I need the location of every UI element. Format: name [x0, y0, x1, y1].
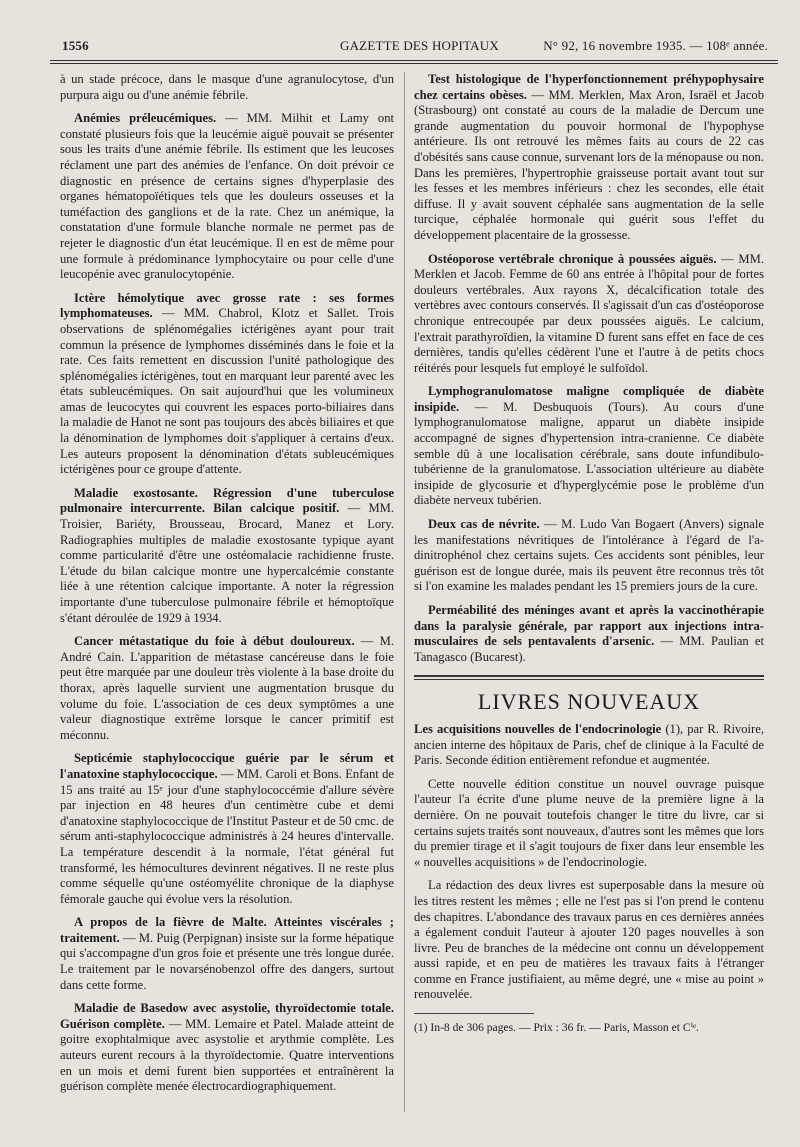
article-paragraph: Ostéoporose vertébrale chronique à poussées aiguës. — MM. Merklen et Jacob. Femme de 60 ans entrée à l'hôpital pour de fortes douleurs vertébrales. Aux rayons X, décalcification totale des vertèbres avec contours conservés. Il s'agissait d'un cas d'ostéoporose chronique entrecoupée par deux poussées aiguës. Le calcium, l'extrait parathyroïdien, la vitamine D furent sans effet en face de ces dernières, tandis qu'elles cédèrent l'une et l'autre à de petits chocs réitérés pour lesquels fut employé le sulfoïdol.: [414, 251, 764, 375]
article-paragraph: Perméabilité des méninges avant et après la vaccinothérapie dans la paralysie générale, par rapport aux injections intra-musculaires de sels pentavalents d'arsenic. — MM. Paulian et Tanagasco (Bucarest).: [414, 603, 764, 664]
article-paragraph: A propos de la fièvre de Malte. Atteintes viscérales ; traitement. — M. Puig (Perpignan) insiste sur la forme hépatique qui s'accompagne d'un gros foie et présente une très longue durée. Le traitement par le novarsénobenzol offre des dangers, surtout dans cette forme.: [60, 915, 394, 992]
book-review-paragraph: Cette nouvelle édition constitue un nouvel ouvrage puisque l'auteur l'a écrite d'une plume neuve de la première ligne à la dernière. On ne pouvait toutefois changer le titre du livre, car si certains sujets traités sont nouveaux, d'autres sont les mêmes que lors du premier tirage et il s'agit toujours de fixer dans leur ensemble les « nouvelles acquisitions » de l'endocrinologie.: [414, 776, 764, 869]
article-heading: Deux cas de névrite.: [428, 517, 540, 532]
left-column: [60, 72, 394, 1103]
article-paragraph: Lymphogranulomatose maligne compliquée de diabète insipide. — M. Desbuquois (Tours). Au cours d'une lymphogranulomatose maligne, apparut un diabète insipide accompagné de signes d'hypertension intra-cranienne. Ce diabète semble dû à une localisation cérébrale, sans doute infundibulo-tubérienne de la granulomatose. L'association ultérieure au diabète insipide de glycosurie et d'hyperglycémie pose le problème d'un diabète nerveux tubérien.: [414, 384, 764, 508]
article-heading: Anémies préleucémiques.: [74, 111, 217, 126]
article-paragraph: Ictère hémolytique avec grosse rate : ses formes lymphomateuses. — MM. Chabrol, Klotz et Sallet. Trois observations de splénomégalies ictérigènes ayant pour trait commun la présence de lymphomes disséminés dans le foie et la rate. Ces faits remettent en discussion l'unité pathologique des splénomégalies ictérigènes, tout en marquant leur parenté avec les états subleucémiques. On sait aujourd'hui que les volumineux amas de leucocytes qui couvrent les espaces porto-biliaires dans la maladie de Hanot ne sont pas toujours des abcès biliaires et que la dénomination de lymphomes doit s'appliquer à certains d'eux. Les auteurs proposent la dénomination d'états subleucémiques ictérigènes pour ce groupe d'attente.: [60, 290, 394, 477]
book-review-paragraph: La rédaction des deux livres est superposable dans la mesure où les titres restent les mêmes ; elle ne l'est pas si l'on prend le contenu des chapitres. L'abondance des travaux parus en ces dernières années a également conduit l'auteur à ajouter 120 pages nouvelles à son livre. Peu de branches de la médecine ont connu un développement aussi rapide, et en peu de matières les travaux faits à l'étranger comme en France justifiaient, au même degré, une « mise au point » renouvelée.: [414, 878, 764, 1002]
article-paragraph: Maladie de Basedow avec asystolie, thyroïdectomie totale. Guérison complète. — MM. Lemaire et Patel. Malade atteint de goitre exophtalmique avec asystolie et arythmie complète. Les auteurs eurent recours à la thyroïdectomie. Quatre interventions en un mois et demi furent bien supportées et entraînèrent la guérison complète menée électrocardiographiquement.: [60, 1001, 394, 1094]
article-paragraph: Test histologique de l'hyperfonctionnement préhypophysaire chez certains obèses. — MM. Merklen, Max Aron, Israël et Jacob (Strasbourg) ont constaté au cours de la maladie de Dercum une grande augmentation du pouvoir hormonal de l'hypophyse antérieure. Ils ont retrouvé les mêmes faits au cours de 22 cas d'obésités sans cause connue, survenant lors de la ménopause ou non. Dans les premières, l'hypertrophie graisseuse portait avant tout sur les fesses et les membres inférieurs : chez les secondes, elle était diffuse. Il y avait souvent céphalée sans augmentation de la selle turcique, céphalée hormonale qui guérit sous l'effet du développement placentaire de la grossesse.: [414, 72, 765, 242]
article-heading: Ostéoporose vertébrale chronique à poussées aiguës.: [428, 251, 717, 266]
header-rule: [50, 63, 778, 64]
book-title: Les acquisitions nouvelles de l'endocrinologie: [414, 721, 662, 736]
right-column: [414, 72, 764, 1036]
article-heading: Perméabilité des méninges avant et après la vaccinothérapie dans la paralysie générale, par rapport aux injections intra-musculaires de sels pentavalents d'arsenic.: [414, 603, 764, 649]
article-paragraph: à un stade précoce, dans le masque d'une agranulocytose, d'un purpura aigu ou d'une anémie fébrile.: [60, 72, 394, 102]
article-paragraph: Cancer métastatique du foie à début douloureux. — M. André Cain. L'apparition de métastase cancéreuse dans le foie peut être marquée par une douleur très violente à la base droite du thorax, après laquelle survient une augmentation brusque du volume du foie. L'association de ces deux symptômes a une valeur diagnostique extrême lorsque le cancer primitif est méconnu.: [60, 634, 394, 742]
footnote: (1) In-8 de 306 pages. — Prix : 36 fr. — Paris, Masson et Cⁱᵉ.: [414, 1021, 699, 1035]
page-header: [50, 30, 778, 64]
journal-title: GAZETTE DES HOPITAUX: [340, 38, 499, 53]
article-paragraph: Septicémie staphylococcique guérie par le sérum et l'anatoxine staphylococcique. — MM. Caroli et Bons. Enfant de 15 ans traité au 15ᵉ jour d'une staphylococcémie d'allure sévère par injection en 48 heures d'un centimètre cube et demi d'anatoxine staphylococcique de l'Institut Pasteur et de 50 cmc. de sérum anti-staphylococcique administrés à 24 heures d'intervalle. La température descendit à la normale, l'état général fut transformé, les hémocultures devinrent négatives. Il ne reste plus comme séquelle qu'une ostéomyélite chronique de la diaphyse fémorale gauche qui évolue vers la résolution.: [60, 751, 394, 906]
page-number: 1556: [62, 38, 89, 53]
article-heading: Septicémie staphylococcique guérie par le sérum et l'anatoxine staphylococcique.: [60, 751, 394, 781]
header-rule: [50, 60, 778, 61]
article-paragraph: Anémies préleucémiques. — MM. Milhit et Lamy ont constaté plusieurs fois que la leucémie aiguë pouvait se présenter sous les traits d'une anémie fébrile. Ils estiment que les leucoses réclament une part des anémies de l'enfance. On doit prévoir ce diagnostic en présence de certains signes d'hyperplasie des organes hématopoïétiques tels que les douleurs osseuses et la tuméfaction des ganglions et de la rate. Chez un anémique, la constatation d'une formule blanche normale ne permet pas de rejeter le diagnostic d'un état leucémique. Il en est de même pour une formule à prédominance lymphocytaire ou pour celle d'une leucopénie avec granulocytopénie.: [60, 111, 394, 282]
footnote-rule: [414, 1013, 534, 1014]
column-divider: [404, 72, 405, 1112]
article-heading: Maladie de Basedow avec asystolie, thyroïdectomie totale. Guérison complète.: [60, 1001, 394, 1031]
article-paragraph: Deux cas de névrite. — M. Ludo Van Bogaert (Anvers) signale les manifestations névritiques de l'intolérance à l'égard de l'a-dinitrophénol chez certains sujets. Ces accidents sont pénibles, leur guérison est de longue durée, mais ils peuvent être reconnus très tôt si l'on examine les malades pendant les 15 premiers jours de la cure.: [414, 517, 764, 594]
book-review-heading: Les acquisitions nouvelles de l'endocrinologie (1), par R. Rivoire, ancien interne des hôpitaux de Paris, chef de clinique à la Faculté de Paris. Seconde édition entièrement refondue et augmentée.: [414, 721, 764, 768]
issue-info: N° 92, 16 novembre 1935. — 108ᵉ année.: [543, 38, 768, 53]
article-heading: Lymphogranulomatose maligne compliquée de diabète insipide.: [414, 384, 764, 414]
section-separator: [414, 675, 764, 680]
article-heading: A propos de la fièvre de Malte. Atteintes viscérales ; traitement.: [60, 915, 394, 945]
article-heading: Test histologique de l'hyperfonctionnement préhypophysaire chez certains obèses.: [414, 72, 764, 102]
article-paragraph: Maladie exostosante. Régression d'une tuberculose pulmonaire intercurrente. Bilan calcique positif. — MM. Troisier, Bariéty, Brousseau, Brocard, Manez et Lory. Radiographies multiples de maladie exostosante typique ayant comme particularité d'être une ostéomalacie rachidienne fruste. L'étude du bilan calcique montre une hypercalcémie constante liée à une rétention calcique importante. A noter la régression importante d'une tuberculose pulmonaire fébrile et hémoptoïque s'étant déroulée de 1929 à 1934.: [60, 485, 394, 625]
article-heading: Cancer métastatique du foie à début douloureux.: [74, 634, 355, 649]
article-heading: Ictère hémolytique avec grosse rate : ses formes lymphomateuses.: [60, 290, 394, 321]
article-heading: Maladie exostosante. Régression d'une tuberculose pulmonaire intercurrente. Bilan calcique positif.: [60, 485, 394, 516]
section-title: LIVRES NOUVEAUX: [477, 689, 701, 715]
